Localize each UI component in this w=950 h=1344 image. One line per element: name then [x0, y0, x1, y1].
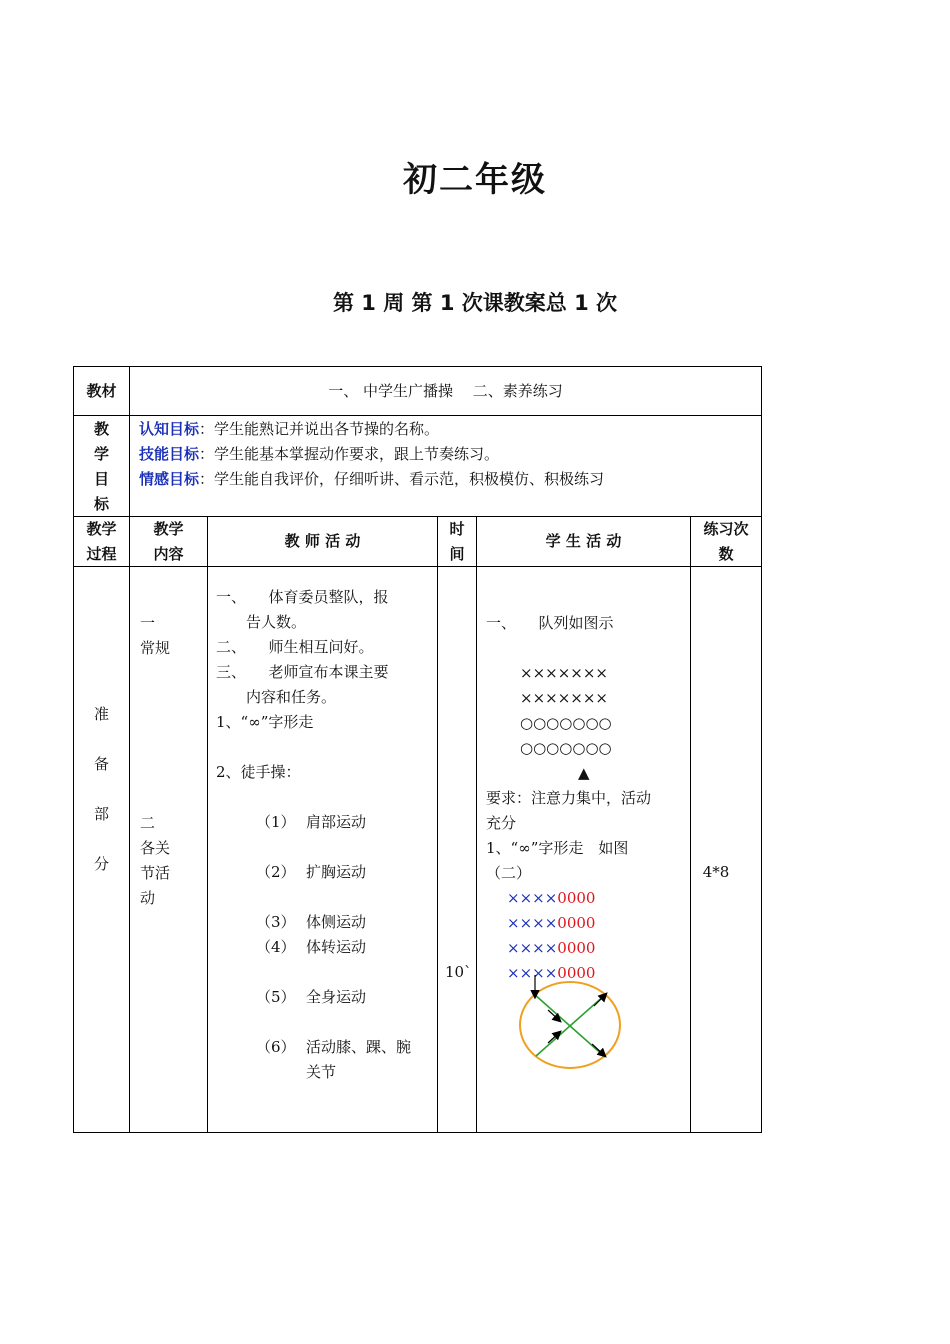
objectives-label: 教 学 目 标 — [93, 420, 109, 513]
exercise-item: （4） 体转运动 — [256, 938, 367, 956]
table-divider — [207, 516, 208, 1132]
objective-item: 认知目标：学生能熟记并说出各节操的名称。 — [139, 420, 440, 438]
content-routine: 一 常规 — [140, 614, 171, 657]
time-value: 10` — [445, 963, 472, 981]
arrow-icon — [592, 1044, 605, 1056]
header-content: 教学 内容 — [153, 520, 184, 563]
formation-rows: ××××××× ××××××× ○○○○○○○ ○○○○○○○ — [520, 664, 612, 757]
material-label: 教材 — [86, 382, 117, 400]
document-title: 初二年级 — [403, 160, 547, 200]
header-student: 学 生 活 动 — [545, 532, 622, 550]
document-subtitle: 第 1 周 第 1 次课教案总 1 次 — [332, 291, 617, 315]
exercise-item: （5） 全身运动 — [256, 988, 367, 1006]
exercise-item: （3） 体侧运动 — [256, 913, 367, 931]
header-teacher: 教 师 活 动 — [284, 532, 361, 550]
material-content: 一、 中学生广播操 二、素养练习 — [328, 382, 563, 400]
practice-count: 4*8 — [702, 863, 730, 881]
exercise-list — [256, 810, 411, 1085]
arrow-icon — [594, 994, 606, 1006]
teacher-activity: 一、 体育委员整队，报 告人数。 二、 师生相互问好。 三、 老师宣布本课主要 内容和任务。 1、“∞”字形走 2、徒手操： — [216, 588, 389, 781]
table-divider — [74, 415, 761, 416]
content-joint-activity: 二 各关 节活 动 — [140, 814, 171, 907]
header-practice: 练习次 数 — [703, 520, 749, 563]
figure-eight-diagram — [514, 972, 629, 1072]
exercise-item: （2） 扩胸运动 — [256, 863, 367, 881]
objective-item: 情感目标：学生能自我评价，仔细听讲、看示范，积极模仿、积极练习 — [139, 470, 605, 488]
table-divider — [690, 516, 691, 1132]
exercise-item: （6） 活动膝、踝、腕 — [256, 1038, 412, 1056]
process-label: 准 备 部 分 — [93, 705, 109, 873]
table-divider — [129, 367, 130, 1132]
header-process: 教学 过程 — [86, 520, 117, 563]
formation-title: 一、 队列如图示 — [486, 614, 614, 632]
exercise-item: 关节 — [306, 1063, 337, 1081]
arrow-icon — [548, 1032, 560, 1043]
table-divider — [437, 516, 438, 1132]
student-requirements: 要求：注意力集中，活动 充分 1、“∞”字形走 如图 （二） — [486, 789, 652, 882]
objectives-list — [139, 417, 604, 492]
teacher-marker: ▲ — [578, 764, 590, 782]
table-divider — [476, 516, 477, 1132]
lesson-plan-table: 教材 一、 中学生广播操 二、素养练习 教 学 目 标 认知目标：学生能熟记并说出各节操的名称。 技能目标：学生能基本掌握动作要求，跟上节奏练习。 情感目标：学生能自我评价，仔细听讲、看示范，积极模仿、积极练习 教学 过程 教学 内容 教 师 活 动 时 间 学 生 活 动 练习次 数 准 备 部 分 一 常规 二 各关 节活 动 一、 体育委员整队，报 告人数。 二、 师生相互问好。 三、 老师宣布本课主要 内容和任务。 1、“∞”字形走 2、徒手操： （1） 肩部运动 （2） 扩胸运动 （3） 体侧运动 （4） 体转运动 （5） 全身运动 （6） 活动膝、踝、腕 关节 10` 一、 队列如图示 ××××××× ××××××× ○○○○○○○ ○○○○○○○ ▲ 要求：注意力集中，活动 充分 1、“∞”字形走 如图 （二） ××××0000 ××××0000 ××××0000 ××××0000 4*8 — [73, 366, 762, 1133]
header-time: 时 间 — [449, 520, 465, 563]
objective-item: 技能目标：学生能基本掌握动作要求，跟上节奏练习。 — [139, 445, 500, 463]
exercise-item: （1） 肩部运动 — [256, 813, 367, 831]
